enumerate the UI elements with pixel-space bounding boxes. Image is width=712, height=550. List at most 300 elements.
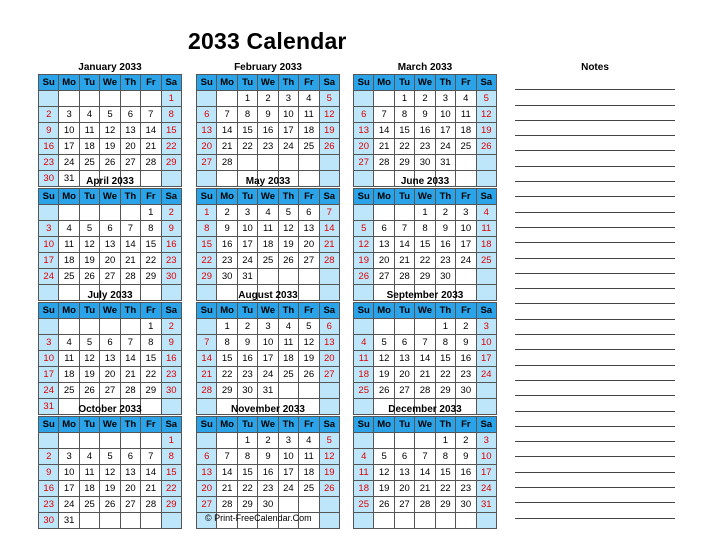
day-cell: 28 [141, 155, 161, 171]
day-cell: 13 [197, 123, 217, 139]
month-block [38, 176, 182, 301]
day-cell: 3 [39, 221, 59, 237]
day-cell: 13 [299, 221, 319, 237]
day-cell [299, 269, 319, 285]
day-cell [79, 205, 99, 221]
day-cell: 20 [319, 351, 339, 367]
day-cell: 16 [456, 351, 476, 367]
day-cell: 4 [354, 449, 374, 465]
month-block [38, 290, 182, 415]
notes-line [515, 396, 675, 411]
day-cell [141, 91, 161, 107]
day-cell: 12 [79, 351, 99, 367]
notes-line [515, 473, 675, 488]
day-header: Th [278, 189, 298, 205]
week-row [197, 367, 340, 383]
day-header: Tu [237, 75, 257, 91]
month-table [38, 74, 182, 187]
day-cell: 24 [435, 139, 455, 155]
day-cell: 14 [319, 221, 339, 237]
day-cell: 2 [39, 107, 59, 123]
day-header: Mo [59, 189, 79, 205]
week-row [39, 433, 182, 449]
notes-line [515, 503, 675, 518]
week-row [39, 383, 182, 399]
day-cell: 4 [59, 335, 79, 351]
day-cell [456, 155, 476, 171]
day-cell: 23 [217, 253, 237, 269]
day-header: Th [278, 417, 298, 433]
day-cell: 10 [435, 107, 455, 123]
day-cell: 26 [100, 155, 120, 171]
day-header: Tu [394, 189, 414, 205]
day-cell: 18 [59, 367, 79, 383]
day-header: We [415, 189, 435, 205]
day-cell: 6 [374, 221, 394, 237]
day-header: We [100, 75, 120, 91]
day-cell [319, 269, 339, 285]
day-cell: 26 [278, 253, 298, 269]
week-row [39, 269, 182, 285]
day-cell: 8 [435, 335, 455, 351]
week-row [354, 253, 497, 269]
day-cell: 19 [374, 481, 394, 497]
week-row [197, 123, 340, 139]
day-header: Tu [79, 189, 99, 205]
day-cell: 1 [435, 433, 455, 449]
day-cell: 24 [258, 367, 278, 383]
week-row [354, 449, 497, 465]
day-cell: 13 [120, 123, 140, 139]
day-cell: 8 [415, 221, 435, 237]
day-cell: 9 [39, 465, 59, 481]
day-cell: 16 [39, 139, 59, 155]
day-cell [394, 319, 414, 335]
day-cell: 8 [394, 107, 414, 123]
day-cell [217, 91, 237, 107]
day-cell [100, 319, 120, 335]
month-table [353, 416, 497, 529]
day-cell: 1 [435, 319, 455, 335]
week-row [39, 123, 182, 139]
week-row [197, 139, 340, 155]
day-cell: 16 [161, 237, 181, 253]
day-cell: 30 [161, 383, 181, 399]
day-cell: 31 [59, 513, 79, 529]
day-cell: 17 [476, 351, 496, 367]
day-header: Tu [79, 417, 99, 433]
day-cell: 23 [258, 481, 278, 497]
day-cell: 9 [217, 221, 237, 237]
footer-credit: © Print-FreeCalendar.Com [205, 513, 312, 523]
day-cell: 1 [415, 205, 435, 221]
notes-line [515, 228, 675, 243]
month-name: February 2033 [234, 62, 302, 73]
day-header: Tu [394, 303, 414, 319]
day-cell: 24 [456, 253, 476, 269]
day-cell [354, 91, 374, 107]
week-row [197, 155, 340, 171]
day-header: Mo [217, 75, 237, 91]
day-cell: 3 [258, 319, 278, 335]
day-cell: 24 [237, 253, 257, 269]
day-cell: 9 [161, 335, 181, 351]
day-cell: 25 [59, 383, 79, 399]
day-cell: 15 [237, 123, 257, 139]
week-row [197, 497, 340, 513]
day-cell: 18 [278, 351, 298, 367]
day-cell: 28 [120, 269, 140, 285]
month-name: October 2033 [78, 404, 142, 415]
week-row [39, 237, 182, 253]
day-cell: 15 [435, 465, 455, 481]
day-cell: 20 [120, 139, 140, 155]
day-cell [197, 433, 217, 449]
day-cell: 26 [374, 497, 394, 513]
day-cell: 20 [100, 253, 120, 269]
day-cell: 7 [374, 107, 394, 123]
day-cell: 10 [476, 449, 496, 465]
day-header: Fr [141, 189, 161, 205]
day-cell: 11 [79, 465, 99, 481]
day-cell [278, 383, 298, 399]
day-cell: 28 [319, 253, 339, 269]
day-header: Su [354, 303, 374, 319]
day-cell: 5 [79, 335, 99, 351]
day-cell: 11 [299, 449, 319, 465]
day-header: Fr [456, 75, 476, 91]
day-cell: 4 [278, 319, 298, 335]
day-header: Th [120, 417, 140, 433]
week-row [39, 465, 182, 481]
day-cell: 5 [476, 91, 496, 107]
day-cell: 13 [319, 335, 339, 351]
day-cell: 23 [161, 253, 181, 269]
day-cell: 9 [456, 335, 476, 351]
day-cell: 30 [39, 513, 59, 529]
day-cell: 27 [100, 269, 120, 285]
day-header: Th [120, 189, 140, 205]
day-cell: 27 [197, 497, 217, 513]
day-cell: 5 [319, 433, 339, 449]
day-cell: 8 [435, 449, 455, 465]
day-cell: 15 [197, 237, 217, 253]
week-row [197, 449, 340, 465]
day-cell [354, 513, 374, 529]
day-cell [374, 513, 394, 529]
day-cell: 6 [100, 221, 120, 237]
day-header: Tu [237, 303, 257, 319]
day-cell: 25 [476, 253, 496, 269]
week-row [354, 107, 497, 123]
day-header: Tu [394, 75, 414, 91]
day-cell: 14 [394, 237, 414, 253]
day-cell: 9 [456, 449, 476, 465]
day-cell [476, 383, 496, 399]
notes-line [515, 457, 675, 472]
day-header: Mo [374, 75, 394, 91]
day-cell: 25 [79, 497, 99, 513]
week-row [39, 335, 182, 351]
month-name: March 2033 [397, 62, 453, 73]
day-cell: 17 [278, 123, 298, 139]
week-row [197, 433, 340, 449]
day-cell [100, 433, 120, 449]
notes-line [515, 366, 675, 381]
day-header: Mo [374, 303, 394, 319]
day-cell: 13 [100, 237, 120, 253]
day-cell: 6 [197, 449, 217, 465]
day-cell: 22 [415, 253, 435, 269]
day-cell: 17 [39, 367, 59, 383]
day-cell: 13 [197, 465, 217, 481]
notes-line [515, 427, 675, 442]
day-header: Mo [217, 417, 237, 433]
day-cell: 30 [456, 383, 476, 399]
week-row [197, 319, 340, 335]
day-cell: 16 [415, 123, 435, 139]
day-cell: 18 [476, 237, 496, 253]
day-cell: 25 [299, 481, 319, 497]
week-row [354, 465, 497, 481]
day-cell: 26 [79, 383, 99, 399]
day-cell: 10 [39, 351, 59, 367]
day-cell: 11 [456, 107, 476, 123]
day-cell [374, 433, 394, 449]
week-row [354, 513, 497, 529]
day-cell: 14 [415, 351, 435, 367]
day-cell: 22 [197, 253, 217, 269]
day-cell: 24 [278, 139, 298, 155]
day-cell [319, 155, 339, 171]
day-cell: 9 [258, 107, 278, 123]
day-cell: 5 [299, 319, 319, 335]
day-cell [299, 497, 319, 513]
day-header: Fr [141, 75, 161, 91]
day-cell: 8 [161, 449, 181, 465]
day-cell: 12 [100, 465, 120, 481]
day-header: Mo [217, 303, 237, 319]
week-row [354, 497, 497, 513]
week-row [39, 513, 182, 529]
day-cell [39, 319, 59, 335]
day-cell: 25 [354, 497, 374, 513]
notes-line [515, 335, 675, 350]
day-cell: 12 [319, 449, 339, 465]
day-cell [374, 205, 394, 221]
day-cell: 17 [476, 465, 496, 481]
month-block [38, 404, 182, 529]
day-cell: 3 [278, 433, 298, 449]
day-cell: 16 [237, 351, 257, 367]
day-cell: 7 [197, 335, 217, 351]
day-cell: 5 [374, 335, 394, 351]
day-cell: 12 [100, 123, 120, 139]
day-cell: 6 [354, 107, 374, 123]
day-cell: 26 [354, 269, 374, 285]
day-header: Th [435, 189, 455, 205]
day-cell: 13 [354, 123, 374, 139]
day-cell: 13 [394, 465, 414, 481]
day-cell: 20 [100, 367, 120, 383]
day-cell: 1 [141, 319, 161, 335]
day-cell [476, 513, 496, 529]
week-row [39, 319, 182, 335]
day-cell: 3 [435, 91, 455, 107]
day-cell: 21 [217, 139, 237, 155]
day-header: Tu [79, 75, 99, 91]
day-cell: 29 [161, 497, 181, 513]
day-cell: 19 [79, 367, 99, 383]
day-cell: 22 [141, 367, 161, 383]
day-cell: 28 [217, 155, 237, 171]
day-cell: 18 [79, 481, 99, 497]
day-cell [394, 205, 414, 221]
week-row [39, 351, 182, 367]
day-cell: 30 [258, 497, 278, 513]
day-cell: 2 [456, 319, 476, 335]
month-table [353, 74, 497, 187]
day-header: Sa [476, 303, 496, 319]
day-cell [59, 205, 79, 221]
day-cell: 25 [278, 367, 298, 383]
day-cell: 22 [161, 139, 181, 155]
day-cell: 2 [258, 91, 278, 107]
day-cell: 31 [435, 155, 455, 171]
day-cell: 8 [141, 221, 161, 237]
day-cell: 30 [237, 383, 257, 399]
day-cell: 30 [39, 171, 59, 187]
day-header: Sa [161, 303, 181, 319]
day-cell: 23 [415, 139, 435, 155]
day-cell: 4 [299, 433, 319, 449]
day-cell: 3 [59, 449, 79, 465]
day-header: Su [39, 75, 59, 91]
month-name: April 2033 [86, 176, 134, 187]
notes-line [515, 304, 675, 319]
day-cell: 12 [299, 335, 319, 351]
day-cell: 18 [59, 253, 79, 269]
day-cell: 9 [161, 221, 181, 237]
day-cell: 28 [415, 383, 435, 399]
day-header: Tu [79, 303, 99, 319]
day-header: Su [354, 75, 374, 91]
month-table [353, 188, 497, 301]
day-cell: 7 [141, 107, 161, 123]
day-cell: 2 [435, 205, 455, 221]
day-cell: 21 [394, 253, 414, 269]
day-cell [161, 513, 181, 529]
day-cell: 22 [217, 367, 237, 383]
day-cell: 16 [456, 465, 476, 481]
week-row [354, 139, 497, 155]
day-cell: 15 [141, 351, 161, 367]
day-cell: 7 [415, 335, 435, 351]
week-row [354, 319, 497, 335]
day-cell: 11 [59, 351, 79, 367]
day-cell: 1 [197, 205, 217, 221]
day-cell: 15 [217, 351, 237, 367]
day-cell: 19 [354, 253, 374, 269]
day-cell: 11 [476, 221, 496, 237]
day-cell: 16 [435, 237, 455, 253]
day-cell: 12 [476, 107, 496, 123]
notes-line [515, 320, 675, 335]
week-row [197, 351, 340, 367]
day-cell [258, 155, 278, 171]
day-cell: 10 [258, 335, 278, 351]
day-cell: 23 [39, 497, 59, 513]
day-cell: 15 [161, 465, 181, 481]
day-cell [319, 513, 339, 529]
day-cell: 15 [394, 123, 414, 139]
week-row [354, 335, 497, 351]
week-row [197, 465, 340, 481]
day-cell: 14 [141, 465, 161, 481]
day-cell: 20 [299, 237, 319, 253]
day-cell: 4 [79, 449, 99, 465]
week-row [354, 155, 497, 171]
day-cell [394, 433, 414, 449]
day-cell: 31 [59, 171, 79, 187]
day-cell: 18 [79, 139, 99, 155]
week-row [39, 253, 182, 269]
month-block [196, 176, 340, 301]
day-cell: 11 [299, 107, 319, 123]
day-cell: 7 [217, 107, 237, 123]
day-cell: 26 [319, 481, 339, 497]
day-cell [79, 433, 99, 449]
notes-line [515, 151, 675, 166]
day-header: Th [278, 75, 298, 91]
day-header: We [258, 417, 278, 433]
day-cell [374, 319, 394, 335]
notes-line [515, 381, 675, 396]
day-cell: 20 [197, 481, 217, 497]
day-cell: 16 [39, 481, 59, 497]
notes-line [515, 488, 675, 503]
day-header: Mo [59, 75, 79, 91]
day-cell [120, 91, 140, 107]
day-cell: 27 [299, 253, 319, 269]
day-cell: 21 [120, 253, 140, 269]
day-cell: 7 [415, 449, 435, 465]
day-cell: 14 [120, 237, 140, 253]
day-cell [278, 497, 298, 513]
day-cell [415, 433, 435, 449]
day-cell [456, 513, 476, 529]
day-cell: 10 [278, 449, 298, 465]
day-cell: 28 [394, 269, 414, 285]
day-cell: 26 [476, 139, 496, 155]
day-header: Sa [161, 75, 181, 91]
day-cell: 13 [100, 351, 120, 367]
day-cell: 14 [217, 465, 237, 481]
day-cell [59, 91, 79, 107]
day-cell: 2 [237, 319, 257, 335]
day-cell: 1 [161, 91, 181, 107]
day-cell: 12 [374, 465, 394, 481]
day-cell: 27 [374, 269, 394, 285]
day-cell: 15 [435, 351, 455, 367]
day-cell [435, 513, 455, 529]
day-cell: 21 [415, 367, 435, 383]
day-cell: 11 [258, 221, 278, 237]
day-header: Sa [319, 417, 339, 433]
day-cell: 4 [299, 91, 319, 107]
day-cell: 23 [39, 155, 59, 171]
day-cell: 26 [319, 139, 339, 155]
